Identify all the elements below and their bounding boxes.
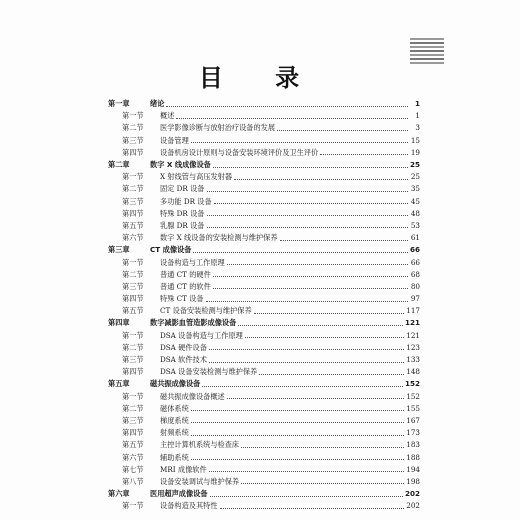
- toc-section-row[interactable]: [108, 500, 420, 512]
- dot-leader: [241, 483, 404, 484]
- toc-entry-page: 202: [404, 489, 420, 499]
- toc-entry-title: X 射线管与高压发射器: [160, 172, 233, 182]
- dot-leader: [210, 496, 403, 497]
- toc-entry-page: 121: [406, 330, 420, 340]
- dot-leader: [191, 410, 405, 411]
- toc-entry-title: 普通 CT 的硬件: [160, 269, 211, 279]
- toc-entry-number: 第四节: [122, 147, 144, 157]
- toc-entry-number: 第六节: [122, 233, 144, 243]
- toc-entry-title: 射频系统: [160, 428, 189, 438]
- toc-entry-title: CT 设备安装检测与维护保养: [160, 306, 252, 316]
- dot-leader: [191, 459, 405, 460]
- toc-section-row[interactable]: [108, 403, 420, 415]
- toc-entry-page: 48: [410, 208, 420, 218]
- toc-entry-number: 第二节: [122, 269, 144, 279]
- toc-entry-number: 第六节: [122, 452, 144, 462]
- dot-leader: [234, 179, 408, 180]
- toc-section-row[interactable]: [108, 366, 420, 378]
- toc-entry-number: 第四节: [122, 208, 144, 218]
- dot-leader: [191, 142, 408, 143]
- toc-entry-page: 53: [410, 220, 420, 230]
- toc-section-row[interactable]: [108, 256, 420, 268]
- toc-entry-number: 第二节: [122, 184, 144, 194]
- toc-section-row[interactable]: [108, 391, 420, 403]
- toc-entry-number: 第五节: [122, 306, 144, 316]
- toc-section-row[interactable]: [108, 281, 420, 293]
- toc-entry-number: 第一节: [122, 257, 144, 267]
- toc-chapter-row[interactable]: [108, 159, 420, 171]
- toc-section-row[interactable]: [108, 439, 420, 451]
- toc-entry-title: 设备机房设计原则与设备安装环境评价及卫生评价: [160, 147, 319, 157]
- toc-entry-page: 133: [406, 355, 420, 365]
- dot-leader: [241, 447, 404, 448]
- toc-section-row[interactable]: [108, 415, 420, 427]
- dot-leader: [166, 106, 408, 107]
- toc-section-row[interactable]: [108, 342, 420, 354]
- toc-entry-page: 198: [406, 476, 420, 486]
- toc-entry-number: 第三节: [122, 135, 144, 145]
- toc-entry-number: 第三节: [122, 415, 144, 425]
- toc-entry-page: 194: [406, 464, 420, 474]
- toc-entry-number: 第四节: [122, 428, 144, 438]
- toc-section-row[interactable]: [108, 476, 420, 488]
- dot-leader: [213, 276, 408, 277]
- toc-section-row[interactable]: [108, 451, 420, 463]
- toc-entry-page: 61: [410, 233, 420, 243]
- toc-entry-title: 磁共振成像设备: [150, 379, 201, 389]
- toc-entry-title: 磁体系统: [160, 403, 189, 413]
- dot-leader: [176, 118, 408, 119]
- toc-entry-number: 第三节: [122, 196, 144, 206]
- toc-section-row[interactable]: [108, 208, 420, 220]
- toc-entry-page: 19: [410, 147, 420, 157]
- dot-leader: [254, 313, 405, 314]
- toc-section-row[interactable]: [108, 110, 420, 122]
- toc-entry-number: 第二节: [122, 342, 144, 352]
- toc-section-row[interactable]: [108, 135, 420, 147]
- toc-entry-number: 第四节: [122, 367, 144, 377]
- dot-leader: [277, 130, 408, 131]
- dot-leader: [191, 435, 405, 436]
- toc-section-row[interactable]: [108, 330, 420, 342]
- toc-entry-number: 第四节: [122, 294, 144, 304]
- dot-leader: [191, 422, 405, 423]
- dot-leader: [227, 398, 405, 399]
- toc-entry-title: 特殊 CT 设备: [160, 294, 204, 304]
- dot-leader: [259, 374, 404, 375]
- toc-entry-title: DSA 硬件设备: [160, 342, 207, 352]
- dot-leader: [206, 301, 408, 302]
- dot-leader: [202, 386, 403, 387]
- dot-leader: [238, 325, 403, 326]
- toc-entry-number: 第一节: [122, 111, 144, 121]
- toc-section-row[interactable]: [108, 269, 420, 281]
- toc-section-row[interactable]: [108, 196, 420, 208]
- dot-leader: [320, 154, 408, 155]
- toc-entry-title: DSA 软件技术: [160, 355, 207, 365]
- toc-entry-page: 155: [406, 403, 420, 413]
- toc-entry-title: 数字减影血管造影成像设备: [150, 318, 237, 328]
- toc-entry-title: DSA 设备安装检测与维护保养: [160, 367, 258, 377]
- dot-leader: [213, 288, 408, 289]
- toc-entry-number: 第一节: [122, 391, 144, 401]
- toc-section-row[interactable]: [108, 354, 420, 366]
- toc-entry-page: 25: [410, 172, 420, 182]
- dot-leader: [209, 362, 404, 363]
- toc-entry-title: 固定 DR 设备: [160, 184, 205, 194]
- toc-section-row[interactable]: [108, 171, 420, 183]
- toc-entry-title: 乳腺 DR 设备: [160, 220, 205, 230]
- toc-chapter-row[interactable]: [108, 244, 420, 256]
- toc-entry-page: 15: [410, 135, 420, 145]
- dot-leader: [280, 240, 408, 241]
- dot-leader: [207, 191, 409, 192]
- toc-entry-number: 第一章: [108, 99, 130, 109]
- dot-leader: [207, 215, 409, 216]
- toc-entry-title: 辅助系统: [160, 452, 189, 462]
- dot-leader: [213, 167, 408, 168]
- toc-section-row[interactable]: [108, 464, 420, 476]
- toc-section-row[interactable]: [108, 427, 420, 439]
- toc-entry-title: 数字 X 线成像设备: [150, 160, 211, 170]
- toc-section-row[interactable]: [108, 183, 420, 195]
- toc-entry-title: 普通 CT 的软件: [160, 281, 211, 291]
- toc-entry-title: 设备构造与工作原理: [160, 257, 225, 267]
- toc-entry-title: 设备构造及其特性: [160, 501, 218, 511]
- toc-entry-title: CT 成像设备: [150, 245, 192, 255]
- toc-entry-page: 148: [406, 367, 420, 377]
- toc-section-row[interactable]: [108, 147, 420, 159]
- toc-entry-page: 25: [409, 160, 420, 170]
- toc-entry-page: 3: [415, 123, 420, 133]
- toc-entry-number: 第四章: [108, 318, 130, 328]
- toc-entry-title: 设备管理: [160, 135, 189, 145]
- toc-entry-page: 66: [410, 257, 420, 267]
- toc-entry-number: 第三章: [108, 245, 130, 255]
- toc-entry-number: 第二节: [122, 123, 144, 133]
- toc-chapter-row[interactable]: [108, 98, 420, 110]
- toc-entry-page: 188: [406, 452, 420, 462]
- toc-entry-title: 数字 X 线设备的安装检测与维护保养: [160, 233, 278, 243]
- toc-entry-number: 第二节: [122, 403, 144, 413]
- toc-section-row[interactable]: [108, 232, 420, 244]
- toc-entry-title: DSA 设备构造与工作原理: [160, 330, 243, 340]
- dot-leader: [227, 264, 408, 265]
- toc-entry-number: 第七节: [122, 464, 144, 474]
- toc-section-row[interactable]: [108, 122, 420, 134]
- toc-entry-title: 医学影像诊断与放射治疗设备的发展: [160, 123, 276, 133]
- toc-entry-title: 概述: [160, 111, 175, 121]
- toc-entry-page: 121: [404, 318, 420, 328]
- toc-entry-page: 117: [406, 306, 420, 316]
- dot-leader: [214, 203, 408, 204]
- dot-leader: [220, 508, 405, 509]
- toc-entry-page: 123: [406, 342, 420, 352]
- toc-entry-title: MRI 成像软件: [160, 464, 207, 474]
- toc-entry-number: 第六章: [108, 489, 130, 499]
- toc-entry-title: 梯度系统: [160, 415, 189, 425]
- toc-entry-page: 1: [415, 111, 420, 121]
- toc-entry-page: 183: [406, 440, 420, 450]
- toc-entry-page: 66: [409, 245, 420, 255]
- toc-entry-page: 173: [406, 428, 420, 438]
- toc-section-row[interactable]: [108, 305, 420, 317]
- toc-entry-title: 医用超声成像设备: [150, 489, 208, 499]
- toc-chapter-row[interactable]: [108, 317, 420, 329]
- toc-entry-number: 第二章: [108, 160, 130, 170]
- toc-entry-title: 主控计算机系统与检查床: [160, 440, 240, 450]
- toc-entry-title: 磁共振成像设备概述: [160, 391, 225, 401]
- dot-leader: [245, 337, 404, 338]
- toc-entry-page: 45: [410, 196, 420, 206]
- toc-entry-number: 第八节: [122, 476, 144, 486]
- toc-section-row[interactable]: [108, 220, 420, 232]
- dot-leader: [193, 252, 408, 253]
- toc-title: 目 录: [198, 64, 322, 92]
- toc-entry-number: 第三节: [122, 281, 144, 291]
- dot-leader: [209, 471, 405, 472]
- toc-chapter-row[interactable]: [108, 378, 420, 390]
- toc-entry-page: 80: [410, 281, 420, 291]
- toc-entry-number: 第一节: [122, 330, 144, 340]
- toc-entry-page: 152: [404, 379, 420, 389]
- toc-chapter-row[interactable]: [108, 488, 420, 500]
- toc-entry-title: 设备安装调试与维护保养: [160, 476, 240, 486]
- toc-entry-page: 35: [410, 184, 420, 194]
- toc-section-row[interactable]: [108, 293, 420, 305]
- toc-entry-number: 第一节: [122, 501, 144, 511]
- dot-leader: [209, 349, 404, 350]
- dot-leader: [207, 227, 409, 228]
- toc-entry-page: 68: [410, 269, 420, 279]
- toc-entry-title: 绪论: [150, 99, 165, 109]
- toc-entry-number: 第五章: [108, 379, 130, 389]
- toc-entry-number: 第五节: [122, 440, 144, 450]
- table-of-contents: [108, 98, 420, 512]
- toc-entry-title: 多功能 DR 设备: [160, 196, 212, 206]
- toc-entry-number: 第五节: [122, 220, 144, 230]
- toc-entry-number: 第一节: [122, 172, 144, 182]
- toc-entry-page: 1: [414, 99, 420, 109]
- toc-entry-page: 152: [406, 391, 420, 401]
- toc-entry-page: 97: [410, 294, 420, 304]
- toc-entry-number: 第三节: [122, 355, 144, 365]
- toc-entry-page: 167: [406, 415, 420, 425]
- toc-entry-page: 202: [406, 501, 420, 511]
- toc-entry-title: 特殊 DR 设备: [160, 208, 205, 218]
